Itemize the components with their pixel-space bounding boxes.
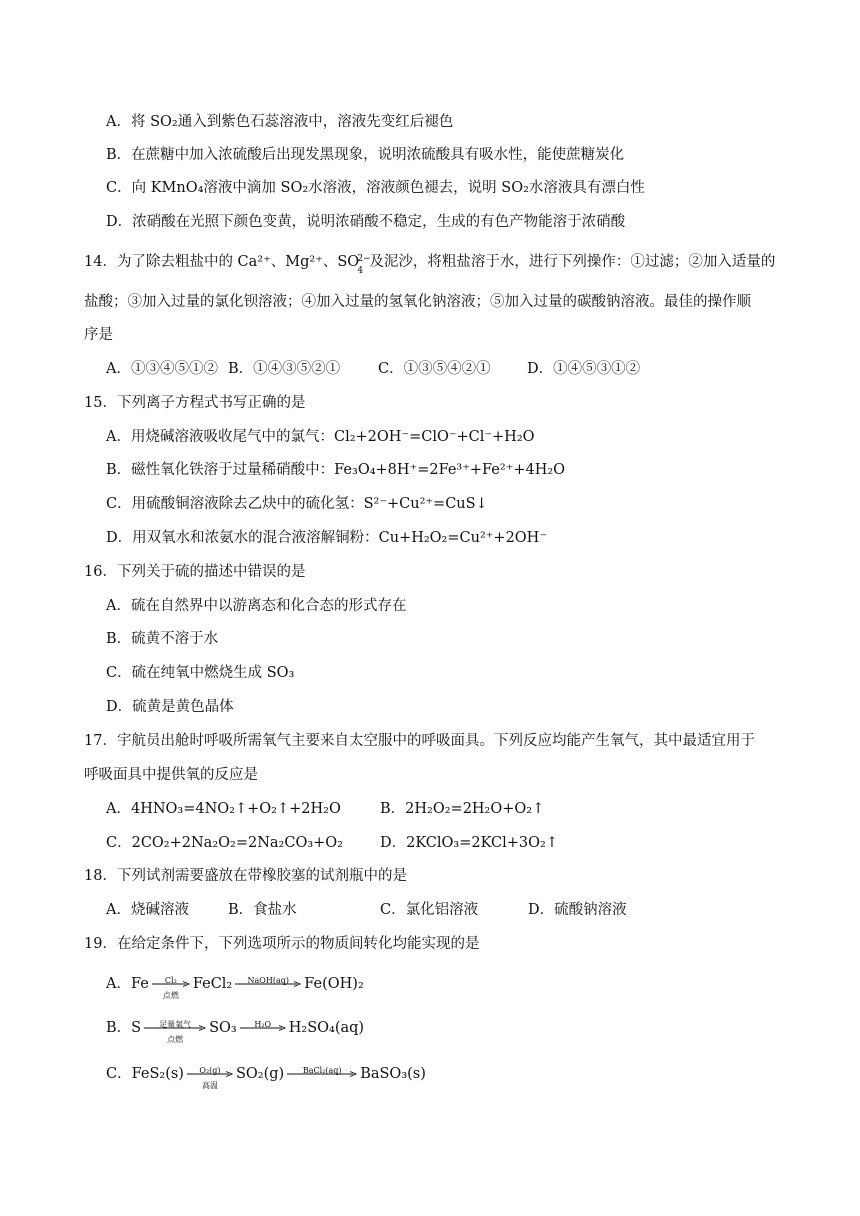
right-arrow-icon	[240, 1025, 286, 1031]
q18-option-a: A．烧碱溶液	[106, 902, 189, 918]
intermediate: FeCl₂	[192, 976, 233, 992]
q13-option-b: B．在蔗糖中加入浓硫酸后出现发黑现象，说明浓硫酸具有吸水性，能使蔗糖炭化	[106, 147, 625, 163]
q14-stem-b: 及泥沙，将粗盐溶于水，进行下列操作：①过滤；②加入适量的	[369, 254, 776, 270]
q13-option-a: A．将 SO₂通入到紫色石蕊溶液中，溶液先变红后褪色	[106, 114, 454, 130]
q18-option-b: B．食盐水	[228, 902, 297, 918]
option-label: C．	[106, 1066, 132, 1082]
reactant: FeS₂(s)	[131, 1066, 184, 1082]
q17-option-a: A．4HNO₃=4NO₂↑+O₂↑+2H₂O	[106, 801, 341, 817]
arrow-condition-top: Cl₂	[164, 976, 177, 985]
right-arrow-icon	[287, 1071, 357, 1077]
q18-option-d: D．硫酸钠溶液	[528, 902, 627, 918]
intermediate: SO₃	[209, 1020, 237, 1036]
q14-stem-a: 14．为了除去粗盐中的 Ca²⁺、Mg²⁺、	[84, 254, 338, 270]
reaction-arrow-1	[144, 1018, 206, 1044]
product: H₂SO₄(aq)	[288, 1020, 365, 1036]
arrow-condition-top: NaOH(aq)	[247, 976, 289, 985]
reaction-arrow-1	[187, 1064, 233, 1090]
option-label: A．	[106, 976, 131, 992]
reaction-arrow-2	[240, 1018, 286, 1038]
q16-option-c: C．硫在纯氧中燃烧生成 SO₃	[106, 665, 295, 681]
reaction-arrow-1	[152, 974, 190, 1000]
reactant: S	[131, 1020, 142, 1036]
q13-option-d: D．浓硝酸在光照下颜色变黄，说明浓硝酸不稳定，生成的有色产物能溶于浓硝酸	[106, 214, 626, 230]
q14-option-c: C．①③⑤④②①	[378, 361, 491, 377]
q13-option-c: C．向 KMnO₄溶液中滴加 SO₂水溶液，溶液颜色褪去，说明 SO₂水溶液具有漂白性	[106, 180, 645, 196]
q16-option-a: A．硫在自然界中以游离态和化合态的形式存在	[106, 598, 407, 614]
q16-option-d: D．硫黄是黄色晶体	[106, 699, 234, 715]
q15-option-a: A．用烧碱溶液吸收尾气中的氯气：Cl₂+2OH⁻=ClO⁻+Cl⁻+H₂O	[106, 429, 535, 445]
product: BaSO₃(s)	[360, 1066, 426, 1082]
q14-stem-line3: 序是	[84, 327, 113, 343]
arrow-condition-top: H₂O	[254, 1020, 272, 1029]
reaction-arrow-2	[235, 974, 301, 994]
reaction-arrow-2	[287, 1064, 357, 1084]
q14-stem-line2: 盐酸；③加入过量的氯化钡溶液；④加入过量的氢氧化钠溶液；⑤加入过量的碳酸钠溶液。最佳的操作顺	[84, 294, 751, 310]
arrow-condition-top: BaCl₂(aq)	[302, 1066, 342, 1075]
reactant: Fe	[130, 976, 149, 992]
q17-stem-line2: 呼吸面具中提供氧的反应是	[84, 767, 258, 783]
q15-stem: 15．下列离子方程式书写正确的是	[84, 395, 306, 411]
q14-option-d: D．①④⑤③①②	[527, 361, 641, 377]
arrow-condition-bottom: 高温	[201, 1081, 218, 1090]
q14-stem-line1	[84, 252, 776, 276]
q16-stem: 16．下列关于硫的描述中错误的是	[84, 564, 306, 580]
arrow-condition-bottom: 点燃	[167, 1035, 184, 1044]
right-arrow-icon	[235, 981, 301, 987]
q17-stem-line1: 17．宇航员出舱时呼吸所需氧气主要来自太空服中的呼吸面具。下列反应均能产生氧气，其中最适宜用于	[84, 733, 755, 749]
q16-option-b: B．硫黄不溶于水	[106, 631, 219, 647]
q19-option-c	[106, 1064, 426, 1090]
q14-option-a: A．①③④⑤①②	[106, 361, 218, 377]
option-label: B．	[106, 1020, 132, 1036]
intermediate: SO₂(g)	[235, 1066, 285, 1082]
q17-option-b: B．2H₂O₂=2H₂O+O₂↑	[380, 801, 545, 817]
arrow-condition-top: O₂(g)	[199, 1066, 221, 1075]
q18-stem: 18．下列试剂需要盛放在带橡胶塞的试剂瓶中的是	[84, 868, 407, 884]
q17-option-c: C．2CO₂+2Na₂O₂=2Na₂CO₃+O₂	[106, 835, 343, 851]
product: Fe(OH)₂	[304, 976, 364, 992]
arrow-condition-top: 足量氧气	[159, 1020, 192, 1029]
q15-option-d: D．用双氧水和浓氨水的混合液溶解铜粉：Cu+H₂O₂=Cu²⁺+2OH⁻	[106, 530, 547, 546]
q14-option-b: B．①④③⑤②①	[228, 361, 341, 377]
q18-option-c: C．氯化铝溶液	[380, 902, 479, 918]
q17-option-d: D．2KClO₃=2KCl+3O₂↑	[380, 835, 559, 851]
q15-option-c: C．用硫酸铜溶液除去乙炔中的硫化氢：S²⁻+Cu²⁺=CuS↓	[106, 496, 488, 512]
q15-option-b: B．磁性氧化铁溶于过量稀硝酸中：Fe₃O₄+8H⁺=2Fe³⁺+Fe²⁺+4H₂O	[106, 462, 566, 478]
sulfate-ion-formula: SO 2− 4	[337, 254, 371, 276]
arrow-condition-bottom: 点燃	[162, 991, 179, 1000]
q19-option-b	[106, 1018, 365, 1044]
q19-stem: 19．在给定条件下，下列选项所示的物质间转化均能实现的是	[84, 936, 480, 952]
q19-option-a	[106, 974, 364, 1000]
